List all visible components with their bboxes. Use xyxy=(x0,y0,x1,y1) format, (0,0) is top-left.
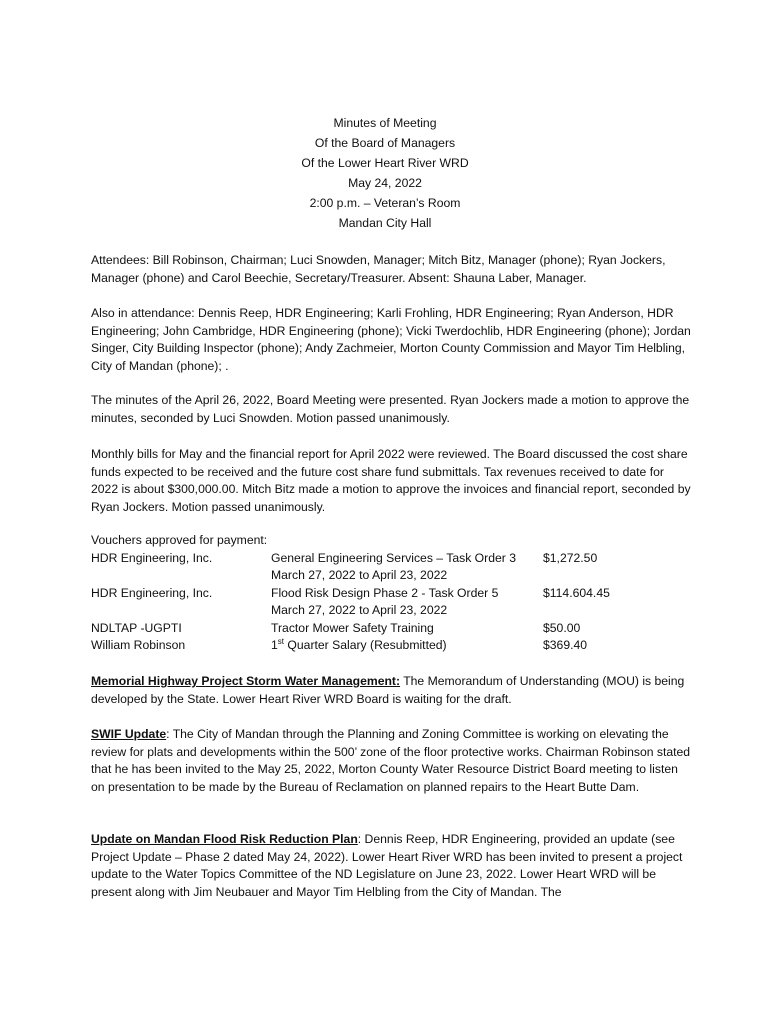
also-attendance-paragraph xyxy=(91,305,691,375)
bills-text: Monthly bills for May and the financial report for April 2022 were reviewed. The Board discussed the cost share funds expected to be received and the future cost share fund submittals. Tax revenues received to date for 2022 is about $300,000.00. Mitch Bitz made a motion to approve the invoices and financial report, seconded by Ryan Jockers. Motion passed unanimously. xyxy=(91,447,691,514)
minutes-text: The minutes of the April 26, 2022, Board Meeting were presented. Ryan Jockers made a motion to approve the minutes, seconded by Luci Snowden. Motion passed unanimously. xyxy=(91,393,690,425)
voucher-description: General Engineering Services – Task Order 3 xyxy=(271,550,517,565)
voucher-amount: $1,272.50 xyxy=(543,550,598,565)
flood-plan-text: : Dennis Reep, HDR Engineering, provided an update (see Project Update – Phase 2 dated May 24, 2022). Lower Heart River WRD has been invited to present a project update to the Water Topics Committee of the ND Legislature on June 23, 2022. Lower Heart WRD will be present along with Jim Neubauer and Mayor Tim Helbling from the City of Mandan. The xyxy=(91,832,683,899)
voucher-description xyxy=(271,637,447,655)
attendees-text: Attendees: Bill Robinson, Chairman; Luci Snowden, Manager; Mitch Bitz, Manager (phone); Ryan Jockers, Manager (phone) and Carol Beechie, Secretary/Treasurer. Absent: Shauna Laber, Manager. xyxy=(91,253,666,285)
attendees-paragraph xyxy=(91,252,691,287)
voucher-row xyxy=(91,620,691,638)
vouchers-title: Vouchers approved for payment: xyxy=(91,533,268,547)
flood-plan-heading: Update on Mandan Flood Risk Reduction Plan xyxy=(91,832,358,846)
quarter-number: 1 xyxy=(271,638,278,652)
header-line-board: Of the Board of Managers xyxy=(314,136,456,150)
voucher-description: March 27, 2022 to April 23, 2022 xyxy=(271,603,448,617)
swif-update-paragraph xyxy=(91,726,691,796)
voucher-row xyxy=(91,567,691,585)
voucher-row xyxy=(91,550,691,568)
voucher-description: March 27, 2022 to April 23, 2022 xyxy=(271,568,448,582)
voucher-amount: $50.00 xyxy=(543,620,581,635)
voucher-amount: $369.40 xyxy=(543,638,588,652)
memorial-highway-text: The Memorandum of Understanding (MOU) is being developed by the State. Lower Heart River WRD Board is waiting for the draft. xyxy=(91,674,685,706)
voucher-payee: William Robinson xyxy=(91,638,186,652)
voucher-description: Flood Risk Design Phase 2 - Task Order 5 xyxy=(271,585,499,600)
voucher-payee: NDLTAP -UGPTI xyxy=(91,620,182,635)
quarter-description: Quarter Salary (Resubmitted) xyxy=(284,638,447,652)
voucher-row xyxy=(91,637,691,655)
header-line-title: Minutes of Meeting xyxy=(333,116,437,130)
quarter-ordinal-suffix: st xyxy=(277,636,285,646)
swif-update-heading: SWIF Update xyxy=(91,727,167,741)
header-line-time-room: 2:00 p.m. – Veteran’s Room xyxy=(309,196,461,210)
header-line-date: May 24, 2022 xyxy=(348,176,422,190)
swif-update-text: : The City of Mandan through the Planning and Zoning Committee is working on elevating the review for plats and developments within the 500’ zone of the floor protective works. Chairman Robinson stated that he has been invited to the May 25, 2022, Morton County Water Resource District Board meeting to listen on presentation to be made by the Bureau of Reclamation on planned repairs to the Heart Butte Dam. xyxy=(91,727,691,794)
bills-paragraph xyxy=(91,446,691,516)
header-line-district: Of the Lower Heart River WRD xyxy=(301,156,469,170)
header-line-location: Mandan City Hall xyxy=(338,216,432,230)
voucher-payee: HDR Engineering, Inc. xyxy=(91,585,213,600)
voucher-row xyxy=(91,602,691,620)
vouchers-section xyxy=(91,532,691,655)
voucher-payee: HDR Engineering, Inc. xyxy=(91,550,213,565)
voucher-amount: $114.604.45 xyxy=(543,585,610,600)
minutes-paragraph xyxy=(91,392,691,427)
memorial-highway-paragraph xyxy=(91,673,691,708)
voucher-row xyxy=(91,585,691,603)
voucher-description: Tractor Mower Safety Training xyxy=(271,620,434,635)
flood-plan-paragraph xyxy=(91,831,691,901)
memorial-highway-heading: Memorial Highway Project Storm Water Management: xyxy=(91,674,401,688)
meeting-header xyxy=(0,113,770,233)
also-attendance-text: Also in attendance: Dennis Reep, HDR Engineering; Karli Frohling, HDR Engineering; Ryan Anderson, HDR Engineering; John Cambridge, HDR Engineering (phone); Vicki Twerdochlib, HDR Engineering (phone); Jordan Singer, City Building Inspector (phone); Andy Zachmeier, Morton County Commission and Mayor Tim Helbling, City of Mandan (phone); . xyxy=(91,306,691,373)
